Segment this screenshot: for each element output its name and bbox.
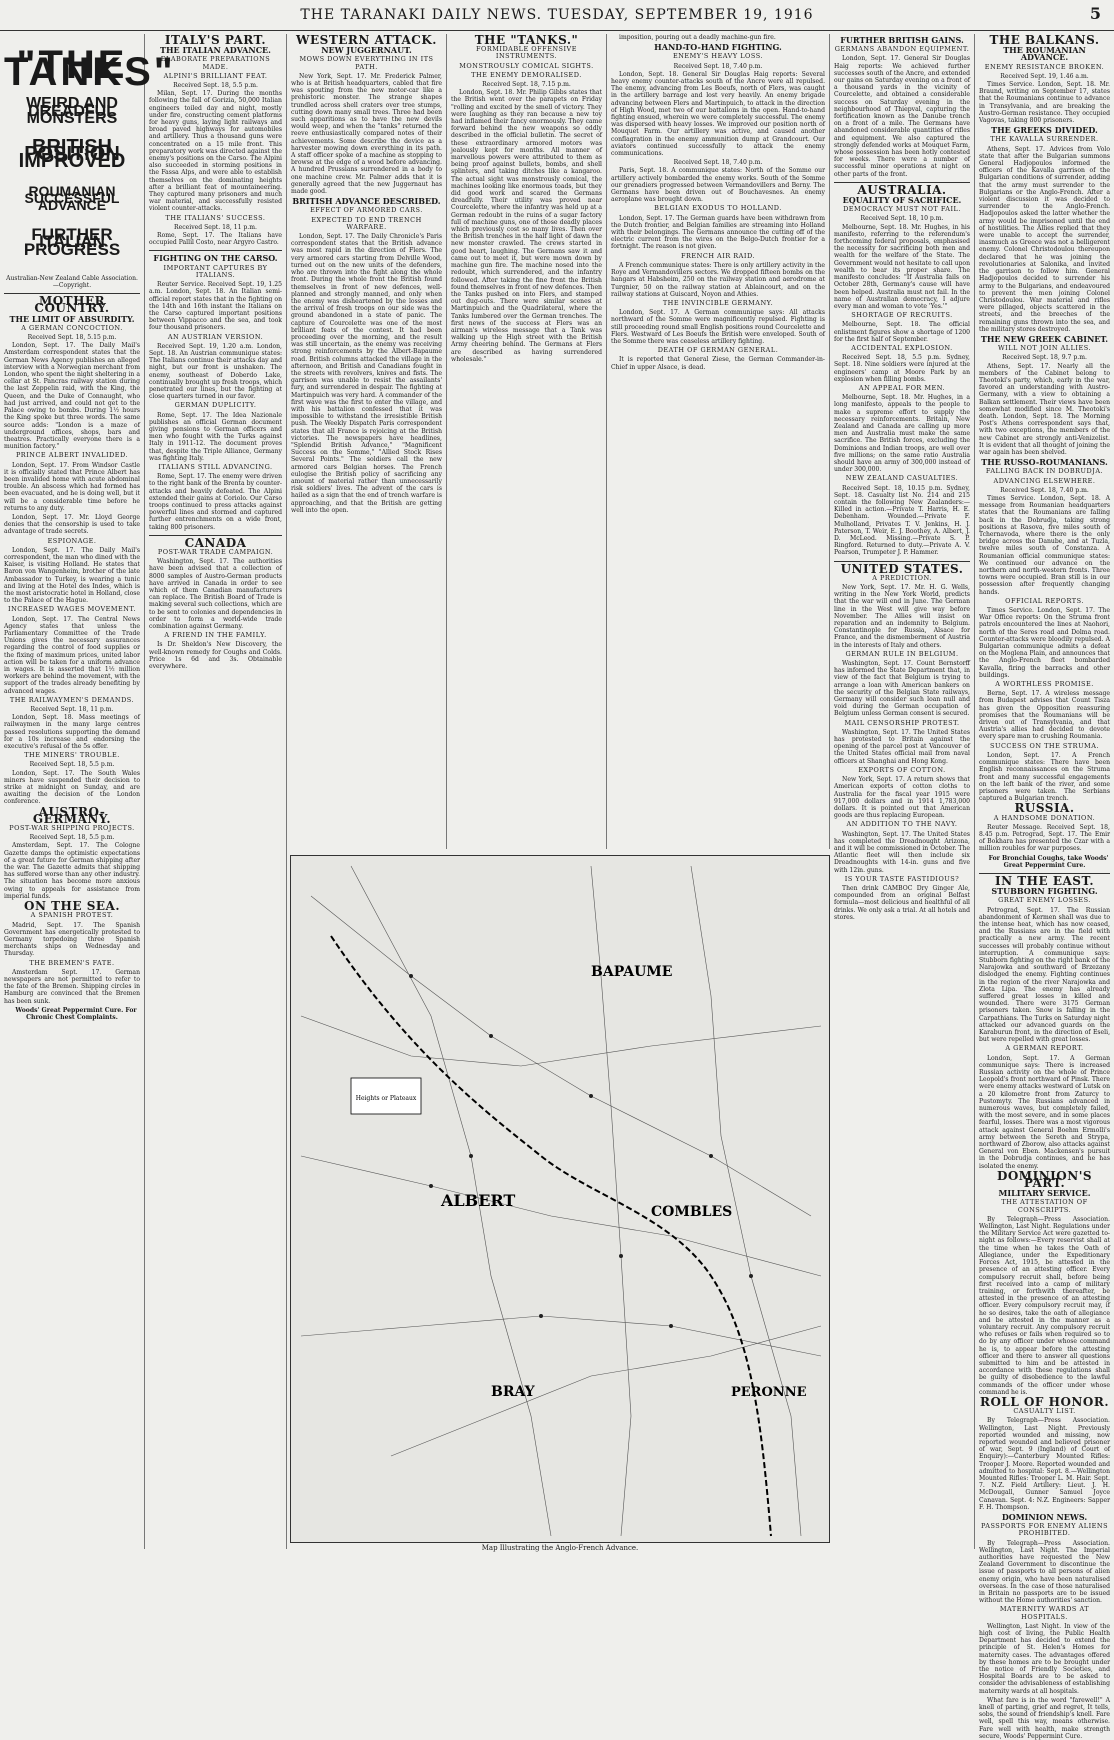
cotton-text: New York, Sept. 17. A return shows that American exports of cotton cloths to Australia for the fiscal year 1915 were 917,000 dollars and in 1914 1,783,000 dollars. It is pointed out that American goods are thus replacing European. (834, 776, 970, 820)
village-7 (539, 1314, 543, 1318)
friend-text: Is Dr. Sheldon's New Discovery, the well-known remedy for Coughs and Colds. Price 1s 6d and 3s. Obtainable everywhere. (149, 641, 282, 671)
somme-map (290, 855, 830, 1543)
espionage-text: London, Sept. 17. The Daily Mail's correspondent, the man who dined with the Kaiser, is visiting Holland. He states that Baron von Wangenheim, brother of the late Ambassador to Turkey, is wearing a tunic and living at the Hotel des Indes, which is the most aristocratic hotel in Holland, close to the Palace of the Hague. (4, 546, 140, 605)
on-the-sea-heading: ON THE SEA. (24, 899, 120, 914)
greek-cabinet-heading: THE NEW GREEK CABINET. (980, 333, 1109, 344)
tanks-sub2: MONSTROUSLY COMICAL SIGHTS. (459, 61, 594, 70)
hand-text: London, Sept. 18. General Sir Douglas Haig reports: Several heavy enemy counter-attacks south of the Ancre were all repulsed. The enemy, advancing from Les Boeufs, north of Flers, was caught in the artillery barrage and lost very heavily. An enemy brigade advancing between Flers and Martinpuich, to attack in the direction of High Wood, met two of our battalions in the open. Hand-to-hand fighting ensued, wherein we were completely successful. The enemy was dispersed with heavy losses. We improved our position north of Mouquet Farm. Our artillery was active, and caused another conflagration in the enemy ammunition dump at Grandcourt. Our aviators continued successfully to attack the enemy communications. (611, 70, 825, 158)
lloyd-text: London, Sept. 17. Mr. Lloyd George denies that the censorship is used to take advantage of trade secrets. (4, 513, 140, 536)
italy-heading: ITALY'S PART. (164, 33, 267, 47)
column-5 (607, 34, 830, 849)
headline-british-position: BRITISH POSITION IMPROVED (18, 136, 126, 173)
mother-sub: THE LIMIT OF ABSURDITY. (9, 313, 135, 324)
italy-sub: THE ITALIAN ADVANCE. (160, 45, 271, 56)
death-general-text: It is reported that General Ziese, the German Commander-in-Chief in upper Alsace, is dead. (611, 356, 825, 371)
map-svg (291, 856, 829, 1542)
italy-sub3: ALPINI'S BRILLIANT FEAT. (163, 71, 268, 80)
mother-sub2: A GERMAN CONCOCTION. (21, 323, 123, 332)
canada-text: Washington, Sept. 17. The authorities have been advised that a collection of 8000 samples of Austro-German products have arrived in Canada in order to see which of them Canadian manufacturers can replace. The British Board of Trade is making several such collections, which are to be sent to colonies and dependencies in order to form a world-wide trade combination against Germany. (149, 558, 282, 631)
cotton-heading: EXPORTS OF COTTON. (858, 765, 946, 774)
tanks-dateline: Received Sept. 18, 7.15 p.m. (482, 81, 571, 89)
headline-weird-monsters: WEIRD AND DREADFUL MONSTERS (26, 95, 118, 127)
german-report-text: London, Sept. 17. A German communique says: There is increased Russian activity on the whole of Prince Leopold's front northward of Pinsk. There were enemy attacks westward of Lutsk on a 20 kilometre front from Zaturcy to Pustomyty. The Russians advanced in numerous waves, but completely failed, with the most severe, and in some places fearful, losses. There was a most vigorous attack against General Boehm Ermolli's army between the Sereth and Strypa, northward of Zborow, also attacks against General von Eben. Mackensen's pursuit in the Dobrudja continues, and he has isolated the enemy. (979, 1054, 1110, 1170)
balkans-dateline: Received Sept. 19, 1.46 a.m. (1000, 72, 1089, 80)
belgian-exodus-heading: BELGIAN EXODUS TO HOLLAND. (654, 204, 782, 213)
canada-heading: CANADA (184, 535, 247, 550)
wages-text: London, Sept. 17. The Central News Agency states that unless the Parliamentary Committee of the Trade Unions gives the necessary assurances regarding the control of food supplies or the fixing of maximum prices, united labor action will be taken for a uniform advance in wages. It is asserted that 1½ million workers are behind the movement, with the support of the trades already benefiting by advanced wages. (4, 615, 140, 695)
bremen-heading: THE BREMEN'S FATE. (29, 958, 115, 967)
friend-heading: A FRIEND IN THE FAMILY. (164, 631, 267, 640)
map-label-bapaume: BAPAUME (591, 964, 673, 980)
east-text: Petrograd, Sept. 17. The Russian abandonment of Kermen shall was due to the intense heat, which has now ceased, and the Russians are in the field with practically a new army. The recent successes will probably continue without interruption. A communique says: Stubborn fighting on the right bank of the Narajowka and southward of Brzezany dislodged the enemy. Fighting continues in the region of the river Narajowka and Zlota Lipa. The enemy has already suffered great losses in killed and wounded. There were 3175 German prisoners taken. Snow is falling in the Carpathians. The Turks on Saturday night attacked our advanced guards on the Karaburun front, in the direction of Eseli, but were repelled with great losses. (979, 906, 1110, 1044)
headline-roumanian-advance: ROUMANIAN SUCCESSFUL ADVANCE (24, 182, 120, 214)
italians-still-text: Rome, Sept. 17. The enemy were driven to the right bank of the Brenta by counter-attacks and heavily defeated. The Alpini extended their gains at Coriolo. Our Carso troops continued to press attacks against powerful lines and stormed and captured further entrenchments on a wide front, taking 800 prisoners. (149, 473, 282, 531)
italy-sub2: ELABORATE PREPARATIONS MADE. (160, 55, 271, 71)
prediction-text: New York, Sept. 17. Mr. H. G. Wells, writing in the New York World, predicts that the war will end in June. The German line in the West will give way before November. The Allies will insist on reparation and an indemnity to Belgium. Constantinople for Russia, Alsace for France, and the dismemberment of Austria in the interests of Italy and others. (834, 584, 970, 649)
russo-roumanians-heading: THE RUSSO-ROUMANIANS. (981, 457, 1108, 468)
explosion-text: Received Sept. 18, 5.5 p.m. Sydney, Sept. 18. Nine soldiers were injured at the engineers' camp at Moore Park by an explosion when filling bombs. (834, 354, 970, 383)
dominion-news-heading: DOMINION NEWS. (1001, 1512, 1088, 1522)
rr-dateline: Received Sept. 18, 7.40 p.m. (1000, 486, 1089, 494)
paris-dateline: Received Sept. 18, 7.40 p.m. (673, 159, 763, 167)
carso-sub: IMPORTANT CAPTURES BY ITALIANS. (163, 263, 268, 279)
belgian-exodus-text: London, Sept. 17. The German guards have been withdrawn from the Dutch frontier, and Belgian families are streaming into Holland with their belongings. The Germans announce the cutting off of the electric current from the wires on the Belgo-Dutch frontier for a fortnight. The reason is not given. (611, 214, 825, 251)
postwar-text: Amsterdam, Sept. 17. The Cologne Gazette damps the optimistic expectations of a great future for German shipping after the war. The Gazette admits that shipping has suffered worse than any other industry. The situation has become more anxious owing to appeals for assistance from imperial funds. (4, 842, 140, 900)
headline-tanks: "THE TANKS" (4, 43, 176, 95)
official-reports-heading: OFFICIAL REPORTS. (1005, 596, 1084, 605)
column-1 (0, 34, 176, 1549)
spanish-protest-heading: A SPANISH PROTEST. (30, 911, 114, 920)
miners-heading: THE MINERS' TROUBLE. (24, 751, 120, 760)
column-7-balkans-russia (975, 33, 1114, 1740)
prediction-sub: A PREDICTION. (872, 573, 932, 582)
australia-dateline: Received Sept. 18, 10 p.m. (860, 215, 944, 223)
balkans-text: Times Service. London, Sept. 18. Mr. Braund, writing on September 17, states that the Roumanians continue to advance in Transylvania, and are breaking the Austro-German resistance. They occupied Vagovas, taking 800 prisoners. (979, 81, 1110, 125)
ad-peppermint: Woods' Great Peppermint Cure. For Chronic Chest Complaints. (15, 1006, 137, 1021)
casualty-list-sub: CASUALTY LIST. (1013, 1407, 1076, 1416)
passports-text: By Telegraph—Press Association. Wellington, Last Night. The Imperial authorities have requested the New Zealand Government to discontinue the issue of passports to all persons of alien enemy origin, who have been naturalised overseas. In the case of those naturalised in Britain no passports are to be issued without the Home authorities' sanction. (979, 1539, 1110, 1605)
wages-heading: INCREASED WAGES MOVEMENT. (8, 605, 136, 614)
invincible-heading: THE INVINCIBLE GERMANY. (662, 298, 774, 307)
masthead-title: THE TARANAKI DAILY NEWS. TUESDAY, SEPTEMBER 19, 1916 (300, 7, 814, 23)
in-the-east-heading: IN THE EAST. (994, 873, 1095, 888)
greeks-divided-heading: THE GREEKS DIVIDED. (991, 125, 1098, 136)
dominion-text: By Telegraph—Press Association. Wellington, Last Night. Regulations under the Military Service Act were gazetted to-night as follows:—Every reservist shall at the time when he takes the Oath of Allegiance, under the Expeditionary Forces Act, 1915, be attested in the presence of an attesting officer. Every compulsory recruit shall, before being first received into a camp of military training, or forthwith thereafter, be attested in the presence of an attesting officer. Every compulsory recruit may, if he so desires, take the oath of allegiance and be attested in the manner as a voluntary recruit. Any compulsory recruit who refuses or fails when required so to do by any officer under whose command he is, to appear before the attesting officer and there to answer all questions submitted to him and be attested in accordance with these regulations shall be guilty of disobedience to the lawful commands of the officer under whose command he is. (979, 1215, 1110, 1396)
village-6 (619, 1254, 623, 1258)
rr-text: Times Service. London, Sept. 18. A message from Roumanian headquarters states that the Roumanians are falling back in the Dobrudja, taking strong positions at Rasova, five miles south of Tchernavoda, where there is the only bridge across the Danube, and at Tuzla, twelve miles south of Constanza. A Roumanian official communique states: We continued our advance on the northern and north-western fronts. Three towns were occupied. Bran still is in our possession after frequently changing hands. (979, 494, 1110, 596)
trench-warfare-sub: EXPECTED TO END TRENCH WARFARE. (311, 215, 422, 231)
italy-dateline: Received Sept. 18, 5.5 p.m. (173, 82, 258, 90)
tanks-sub: FORMIDABLE OFFENSIVE INSTRUMENTS. (475, 45, 577, 61)
juggernaut-sub: NEW JUGGERNAUT. (321, 45, 412, 56)
map-label-combles: COMBLES (651, 1204, 733, 1220)
resistance-broken-sub: ENEMY RESISTANCE BROKEN. (984, 62, 1105, 71)
death-general-heading: DEATH OF GERMAN GENERAL. (657, 346, 779, 355)
cabinet-text: Athens, Sept. 17. Nearly all the members of the Cabinet belong to Theotoki's party, which, early in the war, favored an understanding with Austro-Germany, with a view to obtaining a Balkan settlement. Their views have been somewhat modified since M. Theotoki's death. London, Sept. 18. The Morning Post's Athens correspondent says that, with two exceptions, the members of the new Cabinet are strongly anti-Venizelist. It is evident that all thought of joining the war again has been shelved. (979, 362, 1110, 456)
village-1 (409, 974, 413, 978)
austrian-version-text: Received Sept. 19, 1.20 a.m. London, Sept. 18. An Austrian communique states: The Italians continue their attacks day and night, but our front is unshaken. The enemy, southeast of Doberdo Lake, continually brought up fresh troops, which penetrated our lines, but the fighting at close quarters turned in our favor. (149, 342, 282, 401)
german-duplicity-text: Rome, Sept. 17. The Idea Nazionale publishes an official German document giving pensions to German officers and men who fought with the Turks against Italy in 1911-12. The document proves that, despite the Triple Alliance, Germany was fighting Italy. (149, 411, 282, 462)
advance-described-heading: BRITISH ADVANCE DESCRIBED. (292, 196, 441, 207)
page-number: 5 (1089, 4, 1102, 23)
village-2 (489, 1034, 493, 1038)
map-label-albert: ALBERT (441, 1191, 516, 1210)
map-caption: Map Illustrating the Anglo-French Advance. (481, 1544, 639, 1552)
village-10 (669, 1324, 673, 1328)
italy-text: Milan, Sept. 17. During the months following the fall of Gorizia, 50,000 Italian engineers toiled day and night, mostly under fire, constructing cement platforms for heavy guns, laying light railways and broad paved highways for automobiles and artillery. Thus a thousand guns were concentrated on a 15 mile front. This preparatory work was directed against the enemy's positions on the Carso. The Alpini also succeeded in storming positions in the Fassa Alps, and were able to establish themselves on the dominating heights after a brilliant feat of mountaineering. They captured many prisoners and much war material, and successfully resisted violent counter-attacks. (149, 90, 282, 213)
railwaymen-dateline: Received Sept. 18, 11 p.m. (30, 706, 114, 714)
recruits-text: Melbourne, Sept. 18. The official enlistment figures show a shortage of 1200 for the first half of September. (834, 321, 970, 343)
map-label-peronne: PERONNE (731, 1385, 807, 1400)
tanks-heading: THE "TANKS." (474, 33, 579, 47)
nz-casualties-text: Received Sept. 18, 10.15 p.m. Sydney, Sept. 18. Casualty list No. 214 and 215 contain the following New Zealanders:— Killed in action.—Private T. Harris, H. E. Debenham. Wounded.—Private F. Mulholland, Privates T. V. Jenkins, H. J. Paterson, T. Weir, E. J. Boothey, A. Albert, J. D. McLeod. Missing.—Private S. P. Ringford. Returned to duty.—Private A. V. Pearson, Trumpeter J. P. Hammer. (834, 484, 970, 557)
balkans-heading: THE BALKANS. (989, 33, 1100, 47)
abandon-equipment-sub: GERMANS ABANDON EQUIPMENT. (834, 45, 970, 54)
western-attack-text: New York, Sept. 17. Mr. Frederick Palmer, who is at British headquarters, cabled that fire was spouting from the new motor-car like a prehistoric monster. The strange shapes trundled across shell craters over tree stumps, cutting down many small trees. Three had been such apparitions as to have the new devils would weep, and when the "tanks" returned the reeve enthusiastically compared notes of their achievements. Some describe the device as a harvester mowing down everything in its path. A staff officer spoke of a machine as stopping to browse at the edge of a wood before advancing. A hundred Prussians surrendered in a body to one machine crew. Mr. Palmer adds that it is generally agreed that the new Juggernaut has made good. (291, 72, 442, 196)
western-attack-heading: WESTERN ATTACK. (296, 33, 437, 47)
stubborn-sub: STUBBORN FIGHTING. (991, 886, 1098, 897)
mother-text: London, Sept. 17. The Daily Mail's Amsterdam correspondent states that the German News Agency publishes an alleged interview with a Norwegian merchant from London, who spent the night sheltering in a cellar at St. Pancras railway station during the last Zeppelin raid, with the King, the Queen, and the Duke of Connaught, who had just arrived, and could not get to the Palace owing to bombs. During 1½ hours the King spoke but three words. The same source adds: "London is a maze of underground offices, shops, bars and theatres. Practically everyone there is a munition factory." (4, 342, 140, 451)
official-reports-text: Times Service. London, Sept. 17. The War Office reports: On the Struma front patrols encountered the lines at Naohori, north of the Seres road and Dolma road. Counter-attacks were bloodily repulsed. A Bulgarian communique admits a defeat on the Moglena Plain, and announces that the Anglo-French fleet bombarded Kavalla, firing the barracks and other buildings. (979, 607, 1110, 679)
village-3 (589, 1094, 593, 1098)
roll-text: By Telegraph—Press Association. Wellington, Last Night. Previously reported wounded and missing, now reported wounded and believed prisoner of war, Sept. 9 (Ingland) of Court of Enquiry):—Canterbury Mounted Rifles: Trooper J. Moore. Reported wounded and admitted to hospital: Sept. 8.—Wellington Mounted Rifles: Trooper L. M. Hair. Sept. 7. N.Z. Field Artillery: Lieut. J. H. McDougall, Gunner Samuel Joyce Canavan. Sept. 4: N.Z. Engineers: Sapper F. H. Thompson. (979, 1417, 1110, 1511)
postwar-dateline: Received Sept. 18, 5.5 p.m. (29, 834, 115, 842)
australia-heading: AUSTRALIA. (857, 182, 947, 197)
italians-success-heading: THE ITALIANS' SUCCESS. (165, 213, 266, 222)
headline-italian-progress: FURTHER ITALIAN PROGRESS (23, 225, 121, 259)
continued-text: imposition, pouring out a deadly machine-gun fire. (619, 34, 776, 41)
enemy-losses-sub: GREAT ENEMY LOSSES. (998, 896, 1091, 905)
bremen-text: Amsterdam Sept. 17. German newspapers are not permitted to refer to the fate of the Bremen. Shipping circles in Hamburg are convinced that the Bremen has been sunk. (4, 968, 140, 1005)
albert-heading: PRINCE ALBERT INVALIDED. (15, 451, 129, 460)
russia-heading: RUSSIA. (1014, 801, 1075, 816)
nz-casualties-heading: NEW ZEALAND CASUALTIES. (845, 474, 959, 483)
maternity-text: Wellington, Last Night. In view of the high cost of living, the Public Health Department has decided to extend the principle of St. Helen's Homes for maternity cases. The advantages offered by these homes are to be brought under the notice of Friendly Societies, and Hospital Boards are to be asked to consider the advisableness of establishing maternity wards at all hospitals. (979, 1622, 1110, 1695)
elsewhere-sub: ADVANCING ELSEWHERE. (993, 476, 1096, 485)
struma-text: London, Sept. 17. A French communique states: There have been English reconnaissances on the Struma front and many successful engagements on the left bank of the river, and some prisoners were taken. The Serbians captured a Bulgarian trench. (979, 751, 1110, 803)
worthless-text: Berne, Sept. 17. A wireless message from Budapest advises that Count Tisza has given the Opposition reassuring promises that the Roumanians will be driven out of Transylvania, and that Austria's allies had decided to devote every spare man to crushing Roumania. (979, 690, 1110, 741)
armored-cars-sub: EFFECT OF ARMORED CARS. (310, 206, 423, 215)
mother-country-heading: MOTHER COUNTRY. (34, 294, 110, 316)
railwaymen-text: London, Sept. 18. Mass meetings of railwaymen in the many large centres passed resolutions supporting the demand for a 10s increase and endorsing the executive's refusal of the 5s offer. (4, 714, 140, 751)
belgium-rule-text: Washington, Sept. 17. Count Bernstorff has informed the State Department that, in view of the fact that Belgium is trying to arrange a loan with American bankers on the security of the Belgian State railways, Germany will consider such loan null and void during the German occupation of Belgium unless German consent is secured. (834, 660, 970, 718)
struma-heading: SUCCESS ON THE STRUMA. (990, 741, 1099, 750)
french-air-raid-text: A French communique states: There is only artillery activity in the Roye and Vermandovillers sectors. We dropped fifteen bombs on the hangars at Habsheim, 250 on the railway station and aerodrome at Turgnier, 50 on the railway station at Ablaincourt, and on the railway stations at Guiscard, Noyon and Athies. (611, 261, 825, 298)
mows-sub: MOWS DOWN EVERYTHING IN ITS PATH. (299, 55, 434, 71)
donation-sub: A HANDSOME DONATION. (993, 813, 1096, 822)
austrian-version-heading: AN AUSTRIAN VERSION. (167, 332, 264, 341)
albert-text: London, Sept. 17. From Windsor Castle it is officially stated that Prince Albert has been invalided home with acute abdominal trouble. An abscess which had formed has been evacuated, and he is doing well, but it will be a considerable time before he returns to any duty. (4, 461, 140, 512)
worthless-heading: A WORTHLESS PROMISE. (995, 680, 1094, 689)
democracy-sub: DEMOCRACY MUST NOT FAIL. (843, 205, 961, 214)
village-9 (429, 1184, 433, 1188)
attestation-sub: THE ATTESTATION OF CONSCRIPTS. (1001, 1198, 1088, 1214)
paris-text: Paris, Sept. 18. A communique states: North of the Somme our artillery actively bombarded the enemy works. South of the Somme our grenadiers progressed between Vermandovillers and Berny. The Germans have been driven out of Bouchavesnes. An enemy aeroplane was brought down. (611, 167, 825, 204)
tanks-sub3: THE ENEMY DEMORALISED. (471, 70, 582, 79)
italians-success-dateline: Received Sept. 18, 11 p.m. (174, 223, 257, 231)
railwaymen-heading: THE RAILWAYMEN'S DEMANDS. (9, 695, 135, 704)
passports-sub: PASSPORTS FOR ENEMY ALIENS PROHIBITED. (980, 1522, 1109, 1538)
australia-text: Melbourne, Sept. 18. Mr. Hughes, in his manifesto, referring to the referendum's forthcoming federal proposals, emphasised the necessity for sacrificing both men and wealth for the welfare of the State. The Government would not hesitate to call upon wealth to bear its proper share. The manifesto concludes: "If Australia fails on October 28th, Germany's cause will have been helped. Australia must not fail. In the name of Australian democracy, I adjure every man and woman to vote 'Yes.'" (834, 223, 970, 310)
maternity-heading: MATERNITY WARDS AT HOSPITALS. (999, 1605, 1090, 1621)
explosion-heading: ACCIDENTAL EXPLOSION. (851, 343, 953, 352)
italians-success-text: Rome, Sept. 17. The Italians have occupied Pallil Costo, near Argyro Castro. (149, 232, 282, 247)
invincible-text: London, Sept. 17. A German communique says: All attacks northward of the Somme were magnificently repulsed. Fighting is still proceeding round small English positions round Courcelette and Flers. Westward of Les Boeufs the British were enveloped. South of the Somme there was ceaseless artillery fighting. (611, 309, 825, 345)
column-3 (287, 34, 447, 849)
appeal-text: Melbourne, Sept. 18. Mr. Hughes, in a long manifesto, appeals to the people to make a supreme effort to supply the necessary reinforcements. Britain, New Zealand and Canada are calling up more men and Australia must make the same sacrifice. The British forces, excluding the Dominions and Indian troops, are well over five millions; on the same ratio Australia should have an army of 300,000 instead of under 300,000. (834, 394, 970, 474)
village-4 (709, 1154, 713, 1158)
village-5 (469, 1154, 473, 1158)
taste-text: Then drink CAMBOC Dry Ginger Ale, compounded from an original Belfast formula—most delicious and healthful of all drinks. We only ask a trial. At all hotels and stores. (834, 884, 970, 921)
postwar-heading: POST-WAR SHIPPING PROJECTS. (9, 824, 135, 833)
mail-text: Washington, Sept. 17. The United States has protested to Britain against the opening of the parcel post at Vancouver of the United States official mail from naval officers at Shanghai and Hong Kong. (834, 728, 970, 765)
dominions-part-heading: DOMINION'S PART. (996, 1168, 1093, 1191)
recruits-heading: SHORTAGE OF RECRUITS. (851, 311, 953, 320)
italians-still-heading: ITALIANS STILL ADVANCING. (158, 462, 273, 471)
taste-heading: IS YOUR TASTE FASTIDIOUS? (844, 874, 960, 883)
dobrudja-sub: FALLING BACK IN DOBRUDJA. (985, 467, 1104, 476)
further-gains-text: London, Sept. 17. General Sir Douglas Haig reports: We achieved further successes south of the Ancre, and extended our gains on Saturday evening on a front of a thousand yards in the vicinity of Courcelette, and obtained a considerable success on Saturday evening in the neighbourhood of Thiepval, capturing the fortification known as the Danube trench on a front of a mile. The Germans have abandoned considerable quantities of rifles and equipment. We also captured the strongly defended works at Mouquet Farm, whose possession has been hotly contested for weeks. There were a number of successful minor operations at night on other parts of the front. (834, 55, 970, 178)
espionage-heading: ESPIONAGE. (47, 536, 97, 545)
miners-text: London, Sept. 17. The South Wales miners have suspended their decision to strike at midnight on Sunday, and are awaiting the decision of the London conference. (4, 769, 140, 806)
belgium-rule-heading: GERMAN RULE IN BELGIUM. (845, 649, 959, 658)
united-states-heading: UNITED STATES. (840, 561, 964, 576)
further-gains-heading: FURTHER BRITISH GAINS. (840, 35, 964, 45)
navy-heading: AN ADDITION TO THE NAVY. (846, 820, 958, 829)
map-legend-heights: Heights or Plateaux (355, 1095, 417, 1102)
equality-sub: EQUALITY OF SACRIFICE. (842, 195, 962, 206)
kavalla-text: Athens, Sept. 17. Advices from Volo state that after the Bulgarian summons General Hadjopoulos informed the officers of the Kavalla garrison of the Bulgarian conditions of surrender, adding that the army must surrender to the Bulgarians or the Anglo-French. After a violent discussion it was decided to surrender to the Anglo-French. Hadjopoulos asked the latter whether the army would be imprisoned until the end of hostilities. The Allies replied that they were unable to accept the surrender, inasmuch as Greece was not a belligerent enemy. Colonel Christodoulou thereupon declared that he was joining the revolutionaries at Salonika, and invited the garrison to follow him. General Hadjopoulos decided to surrender his army to the Bulgarians, and endeavoured to prevent the men joining Colonel Christodoulou. War material and rifles were pillaged, objects scattered in the streets, and the breeches of the remaining guns thrown into the sea, and the military stores destroyed. (979, 145, 1110, 333)
farewell-text: What fare is in the word "farewell!" A knell of parting, grief and regret, It tells, sobs, the sound of friendship's knell. Fare well, spell this way, means otherwise. Fare well with health, make strength secure, Woods' Peppermint Cure. (979, 1696, 1110, 1740)
german-report-heading: A GERMAN REPORT. (1005, 1044, 1084, 1053)
german-duplicity-heading: GERMAN DUPLICITY. (174, 401, 257, 410)
carso-heading: FIGHTING ON THE CARSO. (153, 253, 278, 264)
military-service-sub: MILITARY SERVICE. (998, 1188, 1091, 1199)
ad-bronchial: For Bronchial Coughs, take Woods' Great Peppermint Cure. (988, 854, 1109, 869)
mother-dateline: Received Sept. 18, 5.15 p.m. (27, 334, 117, 342)
austro-germany-heading: AUSTRO-GERMANY. (32, 804, 112, 826)
map-label-bray: BRAY (491, 1384, 535, 1400)
hand-dateline: Received Sept. 18, 7.40 p.m. (673, 62, 763, 70)
village-8 (749, 1274, 753, 1278)
navy-text: Washington, Sept. 17. The United States has completed the Dreadnought Arizona, and it will be commissioned in October. The Atlantic fleet will then include six Dreadnoughts with 14-in. guns and five with 12in. guns. (834, 830, 970, 874)
enemy-loss-sub: ENEMY'S HEAVY LOSS. (672, 52, 764, 61)
spanish-protest-text: Madrid, Sept. 17. The Spanish Government has energetically protested to Germany torpedoing three Spanish merchants ships on Wednesday and Thursday. (4, 921, 140, 958)
miners-dateline: Received Sept. 18, 5.5 p.m. (29, 761, 115, 769)
carso-text: Reuter Service. Received Sept. 19, 1.25 a.m. London, Sept. 18. An Italian semi-official report states that in the fighting on the 14th and 16th instant the Italians on the Carso captured important positions between Vippacco and the sea, and took four thousand prisoners. (149, 281, 282, 332)
column-6-further-gains-australia-united-states (830, 34, 975, 1549)
tanks-text: London, Sept. 18. Mr. Philip Gibbs states that the British went over the parapets on Friday "rolling and excited by the smell of victory. They were laughing as they ran because a new toy had inflamed their fancy enormously. They came forward behind the new weapons so oddly described in the official bulletin. The secret of these extraordinary armored motors was jealously kept for months. All manner of marvellous powers were attributed to them as being proof against bullets, bombs, and shell splinters, and taking ditches like a kangaroo. The actual sight was monstrously comical, the machines looking like enormous toads, but they did good work and scared the Germans dreadfully. Their utility was proved near Courcelette, where the infantry was held up at a German redoubt in the ruins of a sugar factory full of machine guns, one of those deadly places which previously cost so many lives. Then over the British trenches in the half light of dawn the new monster crawled. The crews started in good heart, laughing. The Germans saw it and came out to meet it, but were mown down by machine gun fire. The machine nosed into the redoubt, which surrendered, and the infantry followed. After taking the fine front the British found themselves in front of new defences. Then the Tanks pushed on into Flers, and stamped out dug-outs. There were similar scenes at Martinpuich and the Quadrilateral, where the Tanks lumbered over the German trenches. The first news of the success at Flers was an airman's wireless message that a Tank was walking up the High street with the British Army cheering behind. The Germans at Flers are described as having surrendered wholesale." (451, 89, 602, 363)
appeal-heading: AN APPEAL FOR MEN. (858, 383, 946, 392)
russia-text: Reuter Message. Received Sept. 18, 8.45 p.m. Petrograd, Sept. 17. The Emir of Bokhara has presented the Czar with a million roubles for war purposes. (979, 823, 1110, 853)
masthead (0, 0, 1114, 31)
roll-of-honor-heading: ROLL OF HONOR. (980, 1394, 1109, 1409)
canada-sub: POST-WAR TRADE CAMPAIGN. (157, 548, 274, 556)
copyright-line: Australian-New Zealand Cable Association.—Copyright. (6, 274, 138, 290)
cabinet-sub: WILL NOT JOIN ALLIES. (997, 344, 1092, 353)
column-4 (447, 34, 607, 849)
french-air-raid-heading: FRENCH AIR RAID. (681, 251, 755, 260)
column-2 (145, 34, 287, 1549)
kavalla-heading: THE KAVALLA SURRENDER. (990, 135, 1099, 144)
roumanian-advance-sub: THE ROUMANIAN ADVANCE. (1003, 45, 1086, 63)
cabinet-dateline: Received Sept. 18, 9.7 p.m. (1002, 354, 1087, 362)
hand-to-hand-heading: HAND-TO-HAND FIGHTING. (654, 42, 782, 53)
mail-heading: MAIL CENSORSHIP PROTEST. (844, 718, 960, 727)
advance-described-text: London, Sept. 17. The Daily Chronicle's Paris correspondent states that the British advance was most rapid in the direction of Flers. The very armored cars starting from Delville Wood, turned out on the new units of the defenders, who are thrown into the fight along the whole front. During the whole front the British found themselves in front of new defences, well-planned and strongly manned, and only when the enemy was disheartened by the losses and the arrival of fresh troops on our side was the ground abandoned in a state of panic. The capture of Courcelette was one of the most brilliant feats of the contest. It had been proceeding over the morning, and the result was still uncertain, as the enemy was receiving strong reinforcements by the Albert-Bapaume road. British columns attacked the village in the afternoon, and British and Canadians fought in the streets with revolvers, knives and fists. The garrison was unable to resist the assailants' fury, and surrendered in despair. The fighting at Martinpuich was very hard. A commander of the first wave was the first to enter the village, and with his battalion confessed that it was impossible to withstand the irresistible British push. The Weekly Dispatch Paris correspondent states that all France is rejoicing at the British victories. The newspapers have headlines, "Splendid British Advance," "Magnificent Success on the Somme," "Allied Stock Rises Several Points." The soldiers call the new armored cars Belgian horses. The French eulogise the British policy of sacrificing any amount of material rather than unnecessarily risk soldiers' lives. The advent of the cars is hailed as a sign that the end of trench warfare is approaching, and that the British are getting well into the open. (291, 233, 442, 514)
